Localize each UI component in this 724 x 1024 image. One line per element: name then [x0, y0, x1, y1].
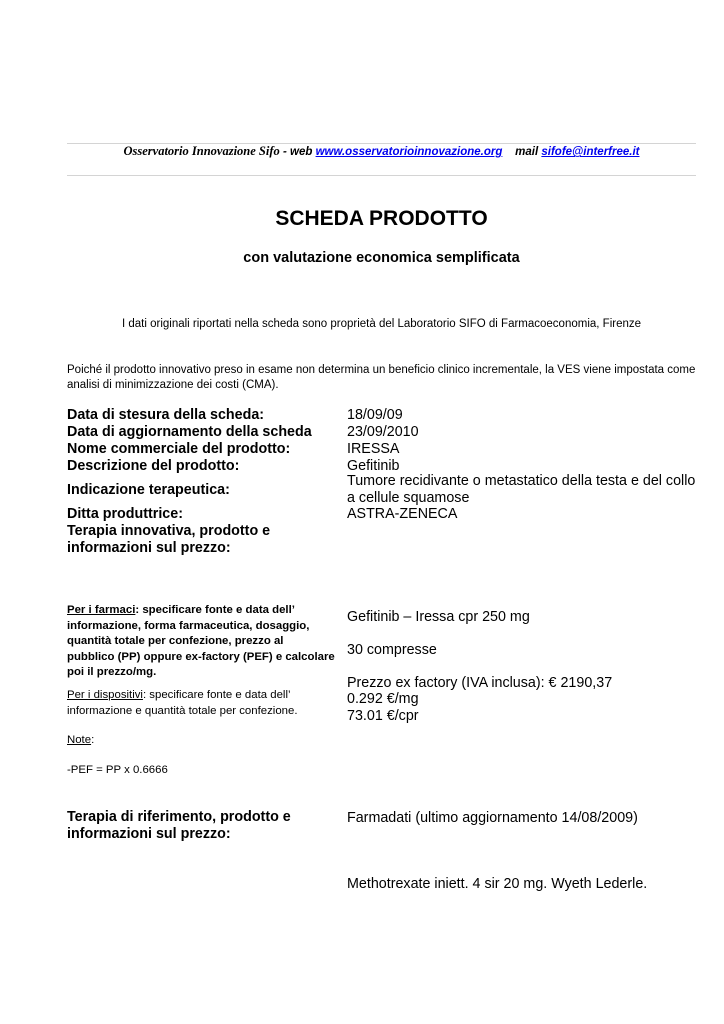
nome-value: IRESSA — [347, 441, 400, 457]
innovative-pack: 30 compresse — [347, 642, 437, 658]
note-heading: Note: — [67, 734, 95, 746]
indicazione-value-line2: a cellule squamose — [347, 490, 470, 506]
descrizione-label: Descrizione del prodotto: — [67, 458, 240, 474]
ditta-value: ASTRA-ZENECA — [347, 506, 458, 522]
dispositivi-title: Per i dispositivi — [67, 689, 143, 701]
header-org: Osservatorio Innovazione Sifo — [123, 144, 280, 158]
pef-formula: -PEF = PP x 0.6666 — [67, 764, 168, 776]
indicazione-value-line1: Tumore recidivante o metastatico della testa e del collo — [347, 473, 696, 489]
header-web-label: - web — [282, 146, 313, 158]
indicazione-label: Indicazione terapeutica: — [67, 482, 230, 498]
farmaci-instructions: Per i farmaci: specificare fonte e data dell’ informazione, forma farmaceutica, dosaggio, quantità totale per confezione, prezzo al pubblico (PP) oppure ex-factory (PEF) e calcolare poi il prezzo/mg. — [67, 604, 335, 678]
aggiornamento-value: 23/09/2010 — [347, 424, 419, 440]
innovative-price-mg: 0.292 €/mg — [347, 691, 419, 707]
reference-product: Methotrexate iniett. 4 sir 20 mg. Wyeth Lederle. — [347, 876, 648, 892]
nome-label: Nome commerciale del prodotto: — [67, 441, 291, 457]
stesura-label: Data di stesura della scheda: — [67, 407, 265, 423]
terapia-label-line2: informazioni sul prezzo: — [67, 540, 231, 556]
header-mail-label: mail — [515, 146, 539, 158]
intro-paragraph: Poiché il prodotto innovativo preso in esame non determina un beneficio clinico incrementale, la VES viene impostata come analisi di minimizzazione dei costi (CMA). — [67, 364, 696, 391]
note-title: Note — [67, 734, 92, 746]
reference-source: Farmadati (ultimo aggiornamento 14/08/2009) — [347, 810, 638, 826]
terapia-label-line1: Terapia innovativa, prodotto e — [67, 523, 271, 539]
reference-label-line2: informazioni sul prezzo: — [67, 826, 231, 842]
aggiornamento-label: Data di aggiornamento della scheda — [67, 424, 312, 440]
stesura-value: 18/09/09 — [347, 407, 403, 423]
innovative-product: Gefitinib – Iressa cpr 250 mg — [347, 609, 530, 625]
descrizione-value: Gefitinib — [347, 458, 400, 474]
farmaci-title: Per i farmaci — [67, 604, 136, 616]
ditta-label: Ditta produttrice: — [67, 506, 183, 522]
website-link[interactable]: www.osservatorioinnovazione.org — [315, 146, 503, 158]
page-subtitle: con valutazione economica semplificata — [243, 250, 520, 266]
page-title: SCHEDA PRODOTTO — [275, 207, 488, 230]
email-link[interactable]: sifofe@interfree.it — [541, 146, 640, 158]
dispositivi-instructions: Per i dispositivi: specificare fonte e data dell’ informazione e quantità totale per confezione. — [67, 689, 298, 717]
innovative-price-cpr: 73.01 €/cpr — [347, 708, 419, 724]
innovative-price: Prezzo ex factory (IVA inclusa): € 2190,37 — [347, 675, 613, 691]
header-bottom-rule — [67, 175, 696, 176]
page-header — [67, 144, 696, 159]
ownership-note: I dati originali riportati nella scheda sono proprietà del Laboratorio SIFO di Farmacoeconomia, Firenze — [121, 318, 642, 330]
reference-label-line1: Terapia di riferimento, prodotto e — [67, 809, 291, 825]
